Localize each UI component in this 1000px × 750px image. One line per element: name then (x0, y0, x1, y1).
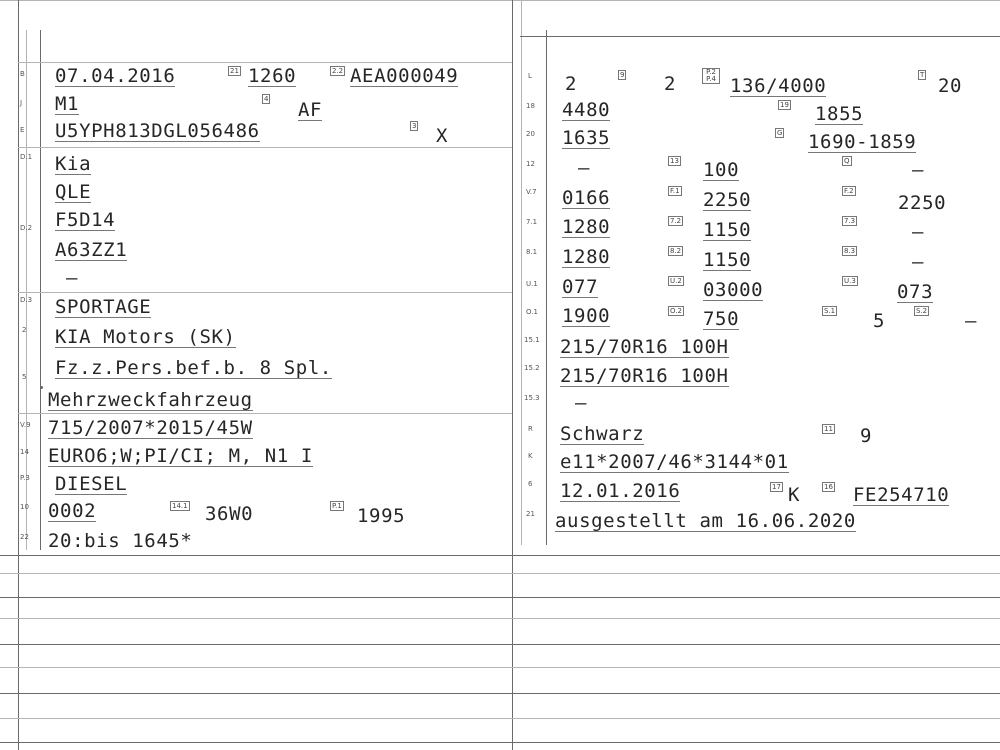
code-p1: P.1 (332, 502, 342, 510)
code-s1: S.1 (824, 307, 836, 315)
code-15-2: 15.2 (524, 364, 540, 372)
type-approval-number: e11*2007/46*3144*01 (560, 451, 789, 473)
top-speed: 20 (938, 75, 963, 97)
code-2-2-value: AEA000049 (350, 65, 459, 87)
code-b: B (20, 70, 25, 78)
vin: U5YPH813DGL056486 (55, 120, 260, 142)
axle-3: – (912, 221, 925, 243)
code-7-1: 7.1 (526, 218, 538, 226)
rule-line (0, 573, 1000, 574)
code-d1: D.1 (20, 153, 33, 161)
code-20: 20 (526, 130, 535, 138)
code-7-2: 7.2 (670, 217, 682, 225)
left-inner-border (26, 30, 27, 550)
axle-load-3: – (912, 251, 925, 273)
top-border (0, 0, 1000, 1)
power-rpm: 136/4000 (730, 75, 827, 97)
rule-line (0, 597, 1000, 598)
code-v9: V.9 (20, 421, 31, 429)
left-row-sep (18, 413, 512, 414)
code-v7: V.7 (526, 188, 537, 196)
code-15-3: 15.3 (524, 394, 540, 402)
color-code: 9 (860, 425, 873, 447)
noise-u3: 073 (897, 281, 934, 303)
code-f2: F.2 (844, 187, 854, 195)
dash-field: – (66, 267, 79, 289)
body-description: Mehrzweckfahrzeug (48, 389, 253, 411)
code-12: 12 (526, 160, 535, 168)
code-o1: O.1 (526, 308, 538, 316)
field-13: 100 (703, 159, 740, 181)
code-k: K (528, 452, 533, 460)
seats: 5 (873, 310, 886, 332)
code-14-value: 36W0 (205, 503, 254, 525)
rule-line (0, 555, 1000, 556)
left-border (18, 0, 19, 750)
code-8-1: 8.1 (526, 248, 538, 256)
code-22: 22 (20, 533, 29, 541)
axle-load-2: 1150 (703, 249, 752, 271)
issued-note: ausgestellt am 16.06.2020 (555, 510, 856, 532)
code-p2-p4: P.2 P.4 (702, 68, 720, 84)
field-12: – (578, 157, 591, 179)
vehicle-color: Schwarz (560, 423, 645, 445)
rule-line (0, 718, 1000, 719)
vehicle-description: Fz.z.Pers.bef.b. 8 Spl. (55, 357, 332, 379)
code-f1: F.1 (670, 187, 680, 195)
code-e: E (20, 126, 25, 134)
issue-date: 12.01.2016 (560, 480, 681, 502)
max-mass: 2250 (703, 189, 752, 211)
trailer-unbraked: 750 (703, 308, 740, 330)
standing-places: – (965, 310, 978, 332)
tyre-3: – (575, 392, 588, 414)
code-r: R (528, 425, 533, 433)
code-g: G (777, 129, 783, 137)
code-10-value: 0002 (48, 500, 97, 522)
axle-2: 1150 (703, 219, 752, 241)
trailer-braked: 1900 (562, 305, 611, 327)
left-code-divider (40, 30, 41, 550)
right-top-line (520, 36, 1000, 37)
version: A63ZZ1 (55, 239, 128, 261)
code-7-3: 7.3 (844, 217, 856, 225)
code-2-2: 2.2 (332, 67, 344, 75)
code-s2: S.2 (916, 307, 928, 315)
code-17: 17 (772, 483, 781, 491)
axles: 2 (565, 73, 578, 95)
document-number: FE254710 (853, 484, 950, 506)
code-2: 2 (22, 326, 27, 334)
code-17-value: K (788, 484, 801, 506)
code-6: 6 (528, 480, 533, 488)
manufacturer: KIA Motors (SK) (55, 326, 236, 348)
tyre-2: 215/70R16 100H (560, 365, 729, 387)
code-5: 5 (22, 373, 27, 381)
noise-u2: 03000 (703, 279, 764, 301)
body-type: AF (298, 99, 323, 121)
check-digit: X (436, 125, 449, 147)
code-q: Q (844, 157, 850, 165)
center-divider (512, 0, 513, 750)
code-t: T (920, 71, 925, 79)
left-row-sep (18, 62, 512, 63)
code-d3: D.3 (20, 296, 33, 304)
code-21: 21 (526, 510, 535, 518)
code-14-1: 14.1 (172, 502, 188, 510)
fuel-type: DIESEL (55, 473, 128, 495)
code-2-1: 21 (230, 67, 239, 75)
length: 4480 (562, 99, 611, 121)
code-11: 11 (824, 425, 833, 433)
left-row-sep (18, 292, 512, 293)
width: 1855 (815, 103, 864, 125)
code-15-1: 15.1 (524, 336, 540, 344)
left-row-sep (18, 147, 512, 148)
right-code-divider (546, 30, 547, 545)
mass-range: 1690-1859 (808, 131, 917, 153)
vehicle-type: QLE (55, 181, 92, 203)
rule-line (0, 644, 1000, 645)
first-registration-date: 07.04.2016 (55, 65, 176, 87)
code-o2: O.2 (670, 307, 682, 315)
axle-load-1: 1280 (562, 246, 611, 268)
rule-line (0, 693, 1000, 694)
code-u1: U.1 (526, 280, 538, 288)
trade-name: SPORTAGE (55, 296, 152, 318)
co2: 0166 (562, 187, 611, 209)
emission-class: EURO6;W;PI/CI; M, N1 I (48, 445, 313, 467)
code-p3: P.3 (20, 474, 30, 482)
remarks: 20:bis 1645* (48, 530, 193, 552)
code-13: 13 (670, 157, 679, 165)
tyre-1: 215/70R16 100H (560, 336, 729, 358)
code-u2: U.2 (670, 277, 682, 285)
code-4: 4 (264, 95, 269, 103)
code-d2: D.2 (20, 224, 33, 232)
displacement: 1995 (357, 505, 406, 527)
code-u3: U.3 (844, 277, 856, 285)
rule-line (0, 742, 1000, 743)
code-2-1-value: 1260 (248, 65, 297, 87)
noise-u1: 077 (562, 276, 599, 298)
vehicle-class: M1 (55, 93, 80, 115)
code-16: 16 (824, 483, 833, 491)
code-18: 18 (526, 102, 535, 110)
code-9: 9 (620, 71, 625, 79)
variant: F5D14 (55, 209, 116, 231)
max-mass-2: 2250 (898, 192, 947, 214)
code-j: J (20, 99, 23, 107)
field-q: – (912, 159, 925, 181)
axle-1: 1280 (562, 216, 611, 238)
emission-reference: 715/2007*2015/45W (48, 417, 253, 439)
rule-line (0, 667, 1000, 668)
code-8-2: 8.2 (670, 247, 682, 255)
rule-line (0, 618, 1000, 619)
code-3: 3 (412, 122, 417, 130)
height: 1635 (562, 127, 611, 149)
mark-dot (40, 386, 43, 389)
code-14: 14 (20, 448, 29, 456)
code-19: 19 (780, 101, 789, 109)
code-10: 10 (20, 503, 29, 511)
make: Kia (55, 153, 92, 175)
driven-axles: 2 (664, 73, 677, 95)
center-divider-2 (521, 0, 522, 545)
code-l: L (528, 72, 532, 80)
code-8-3: 8.3 (844, 247, 856, 255)
